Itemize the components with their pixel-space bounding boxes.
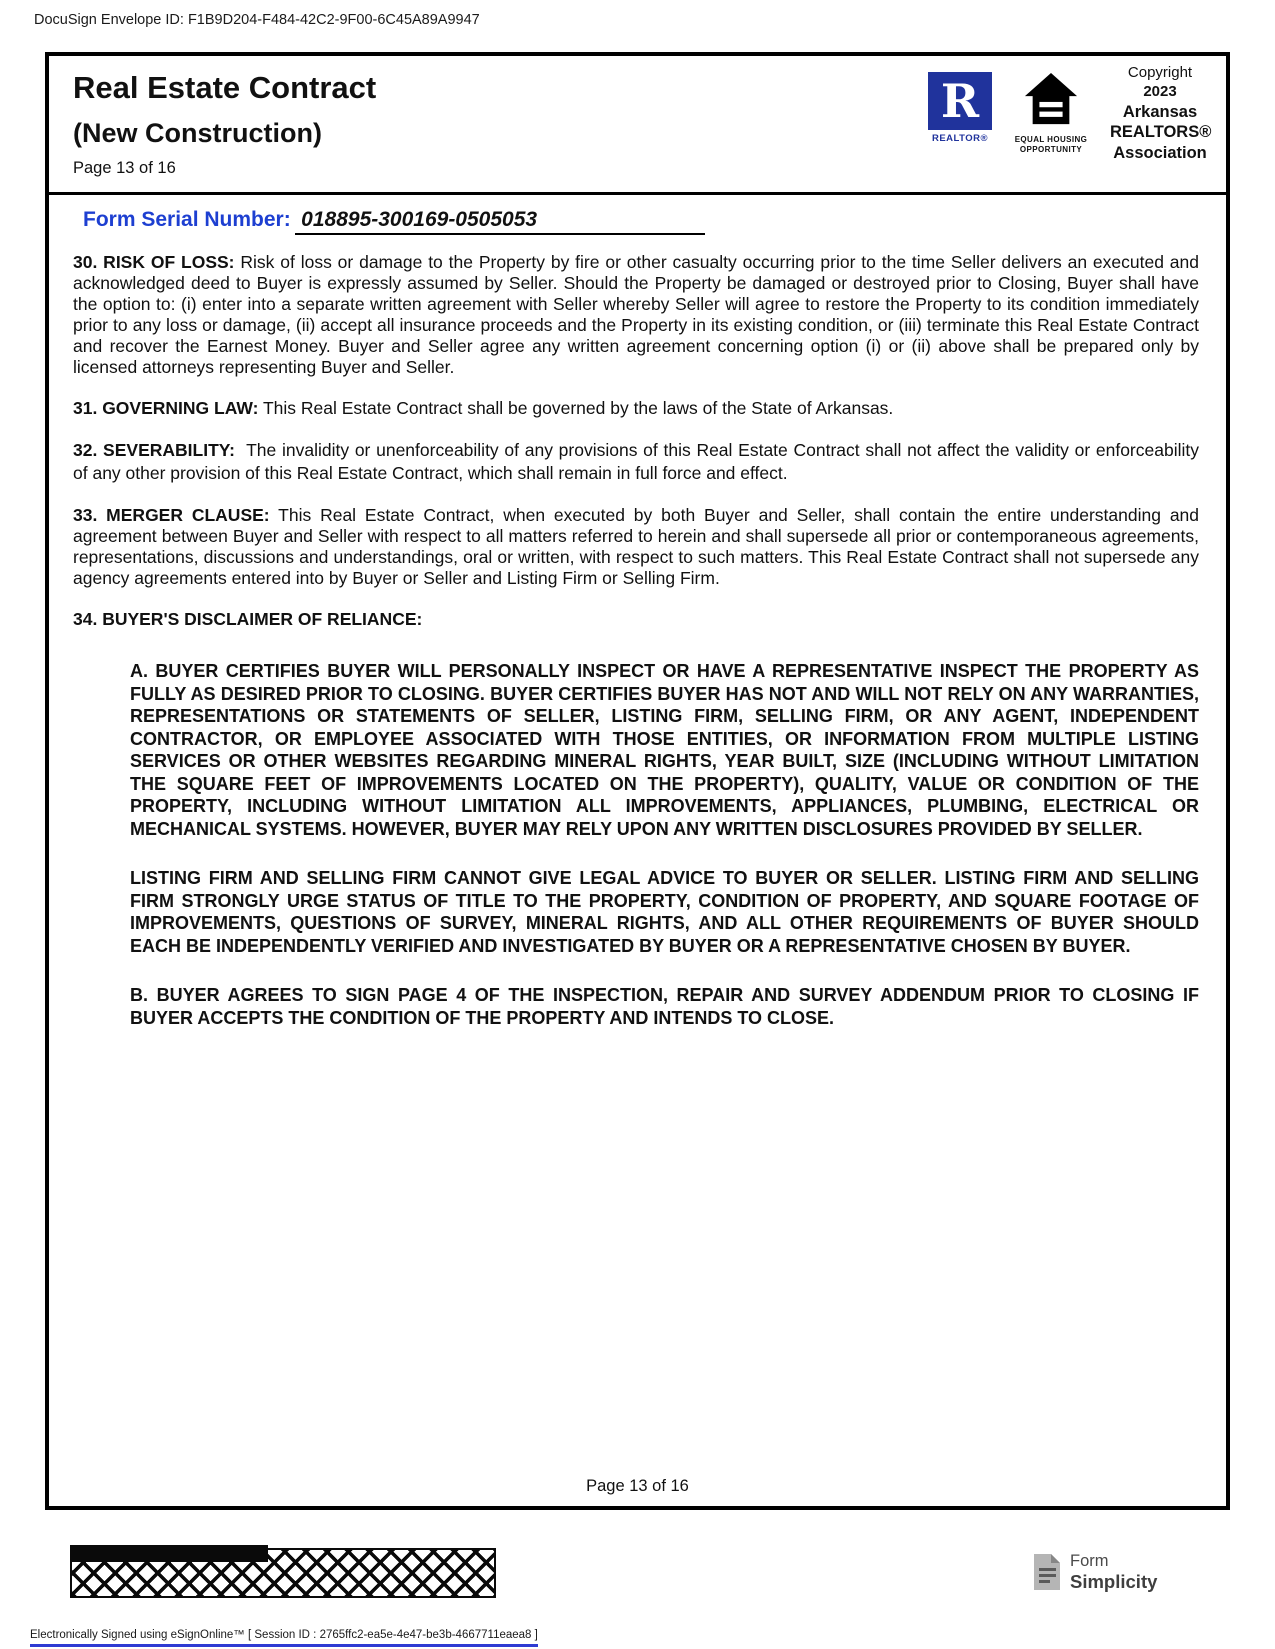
copyright-year: 2023 [1143, 82, 1177, 100]
realtor-r-icon: R [928, 72, 992, 130]
section-31-heading: 31. GOVERNING LAW: [73, 398, 259, 418]
header-logos [928, 64, 1210, 163]
realtor-label: REALTOR® [931, 133, 989, 144]
copyright-state: Arkansas [1122, 102, 1198, 121]
contract-subtitle: (New Construction) [73, 118, 322, 148]
section-33-merger-clause [73, 505, 1199, 589]
contract-border-box [45, 52, 1230, 1510]
section-32-text: The invalidity or unenforceability of any provisions of this Real Estate Contract shall not affect the validity or enforceability of any other provision of this Real Estate Contract, which shall remain in full force and effect. [73, 440, 1199, 483]
section-30-risk-of-loss [73, 252, 1199, 378]
header-page-label: Page 13 of 16 [73, 159, 176, 177]
section-30-text: Risk of loss or damage to the Property by fire or other casualty occurring prior to the time Seller delivers an executed and acknowledged deed to Buyer is expressly assumed by Seller. Should the Property be damaged or destroyed prior to Closing, Buyer shall have the option to: (i) enter into a separate written agreement with Seller whereby Seller will agree to restore the Property to its condition immediately prior to any loss or damage, (ii) accept all insurance proceeds and the Property in its existing condition, or (iii) terminate this Real Estate Contract and recover the Earnest Money. Buyer and Seller agree any written agreement concerning option (i) or (ii) above shall be prepared only by licensed attorneys representing Buyer and Seller. [73, 252, 1199, 377]
redacted-signature-block [70, 1548, 496, 1598]
section-34-disclaimer-heading: 34. BUYER'S DISCLAIMER OF RELIANCE: [73, 609, 423, 629]
section-32-severability [73, 439, 1199, 485]
footer-page-label: Page 13 of 16 [586, 1477, 689, 1495]
section-34b-text: B. BUYER AGREES TO SIGN PAGE 4 OF THE INSPECTION, REPAIR AND SURVEY ADDENDUM PRIOR TO CLOSING IF BUYER ACCEPTS THE CONDITION OF THE PROPERTY AND INTENDS TO CLOSE. [130, 985, 1199, 1028]
copyright-word: Copyright [1127, 64, 1193, 81]
copyright-assoc: Association [1113, 143, 1207, 162]
section-34-listing-firm-text: LISTING FIRM AND SELLING FIRM CANNOT GIVE LEGAL ADVICE TO BUYER OR SELLER. LISTING FIRM AND SELLING FIRM STRONGLY URGE STATUS OF TITLE TO THE PROPERTY, CONDITION OF PROPERTY, AND SQUARE FOOTAGE OF IMPROVEMENTS, QUESTIONS OF SURVEY, MINERAL RIGHTS, AND ALL OTHER REQUIREMENTS OF BUYER SHOULD EACH BE INDEPENDENTLY VERIFIED AND INVESTIGATED BY BUYER OR A REPRESENTATIVE CHOSEN BY BUYER. [130, 868, 1199, 956]
section-33-heading: 33. MERGER CLAUSE: [73, 505, 270, 525]
equal-housing-label: EQUAL HOUSING OPPORTUNITY [1014, 135, 1088, 154]
esign-session-line: Electronically Signed using eSignOnline™ [ Session ID : 2765ffc2-ea5e-4e47-be3b-4667711eaea8 ] [30, 1629, 538, 1647]
equal-housing-logo [1008, 72, 1094, 155]
form-simplicity-label: Form Simplicity [1070, 1552, 1158, 1592]
form-serial-value: 018895-300169-0505053 [295, 208, 705, 235]
docusign-envelope-id: DocuSign Envelope ID: F1B9D204-F484-42C2-9F00-6C45A89A9947 [34, 12, 480, 28]
contract-title: Real Estate Contract [73, 70, 377, 105]
section-34a-text: A. BUYER CERTIFIES BUYER WILL PERSONALLY INSPECT OR HAVE A REPRESENTATIVE INSPECT THE PROPERTY AS FULLY AS DESIRED PRIOR TO CLOSING. BUYER CERTIFIES BUYER HAS NOT AND WILL NOT RELY ON ANY WARRANTIES, REPRESENTATIONS OR STATEMENTS OF SELLER, LISTING FIRM, SELLING FIRM, OR ANY AGENT, INDEPENDENT CONTRACTOR, OR EMPLOYEE ASSOCIATED WITH THOSE ENTITIES, OR INFORMATION FROM MULTIPLE LISTING SERVICES OR OTHER WEBSITES REGARDING MINERAL RIGHTS, YEAR BUILT, SIZE (INCLUDING WITHOUT LIMITATION THE SQUARE FEET OF IMPROVEMENTS LOCATED ON THE PROPERTY), QUALITY, VALUE OR CONDITION OF THE PROPERTY, INCLUDING WITHOUT LIMITATION ALL IMPROVEMENTS, APPLIANCES, PLUMBING, ELECTRICAL OR MECHANICAL SYSTEMS. HOWEVER, BUYER MAY RELY UPON ANY WRITTEN DISCLOSURES PROVIDED BY SELLER. [130, 661, 1199, 839]
redaction-bar [70, 1545, 268, 1562]
contract-body [49, 234, 1226, 1029]
copyright-block [1110, 64, 1210, 163]
form-simplicity-logo [1032, 1552, 1157, 1593]
realtor-logo [928, 72, 992, 144]
equal-housing-house-icon [1022, 72, 1080, 128]
section-31-text: This Real Estate Contract shall be governed by the laws of the State of Arkansas. [262, 398, 894, 418]
section-31-governing-law [73, 398, 1199, 419]
document-icon [1032, 1553, 1062, 1591]
section-33-text: This Real Estate Contract, when executed by both Buyer and Seller, shall contain the entire understanding and agreement between Buyer and Seller with respect to all matters referred to herein and shall supersede all prior or contemporaneous agreements, representations, discussions and understandings, oral or written, with respect to such matters. This Real Estate Contract shall not supersede any agency agreements entered into by Buyer or Seller and Listing Firm or Selling Firm. [73, 505, 1200, 588]
section-32-heading: 32. SEVERABILITY: [73, 440, 235, 460]
section-30-heading: 30. RISK OF LOSS: [73, 252, 235, 272]
contract-header [49, 56, 1226, 192]
copyright-org: REALTORS® [1110, 123, 1212, 142]
form-serial-row [49, 195, 1226, 234]
form-serial-label: Form Serial Number: [83, 208, 291, 231]
